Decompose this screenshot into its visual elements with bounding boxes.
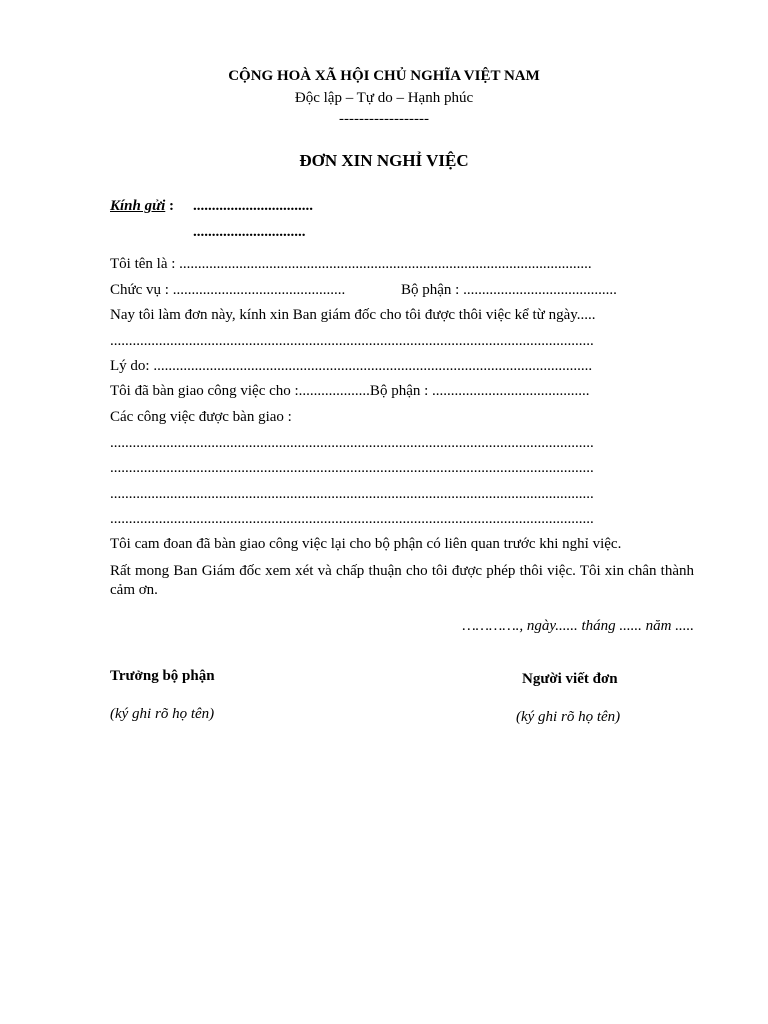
request-continuation: .................................................................................................................................: [110, 333, 594, 349]
department-line: Bộ phận : .........................................: [401, 282, 617, 298]
closing-paragraph: Rất mong Ban Giám đốc xem xét và chấp thuận cho tôi được phép thôi việc. Tôi xin chân thành cảm ơn.: [110, 563, 694, 598]
task-line: .................................................................................................................................: [110, 486, 594, 502]
recipient-row: [110, 198, 174, 215]
applicant-title: Người viết đơn: [522, 671, 618, 687]
applicant-note: (ký ghi rõ họ tên): [516, 709, 621, 725]
recipient-line-2: ..............................: [193, 224, 306, 240]
name-line: Tôi tên là : ..............................................................................................................: [110, 256, 592, 272]
request-line: Nay tôi làm đơn này, kính xin Ban giám đốc cho tôi được thôi việc kể từ ngày.....: [110, 307, 596, 323]
date-line: …………., ngày...... tháng ...... năm .....: [462, 618, 694, 634]
recipient-line-1: ................................: [193, 198, 313, 214]
task-line: .................................................................................................................................: [110, 511, 594, 527]
tasks-label: Các công việc được bàn giao :: [110, 409, 292, 425]
commitment-line: Tôi cam đoan đã bàn giao công việc lại cho bộ phận có liên quan trước khi nghỉ việc.: [110, 536, 622, 552]
country-heading: CỘNG HOÀ XÃ HỘI CHỦ NGHĨA VIỆT NAM: [228, 68, 540, 84]
header-rule: ------------------: [339, 111, 429, 127]
recipient-colon: :: [165, 198, 175, 214]
department-head-note: (ký ghi rõ họ tên): [110, 706, 215, 722]
reason-line: Lý do: .....................................................................................................................: [110, 358, 593, 374]
position-line: Chức vụ : ..............................................: [110, 282, 346, 298]
department-head-title: Trưởng bộ phận: [110, 668, 215, 684]
document-title: ĐƠN XIN NGHỈ VIỆC: [299, 151, 469, 170]
handover-line: Tôi đã bàn giao công việc cho :...................Bộ phận : ..........................................: [110, 383, 590, 399]
task-line: .................................................................................................................................: [110, 460, 594, 476]
task-line: .................................................................................................................................: [110, 435, 594, 451]
motto: Độc lập – Tự do – Hạnh phúc: [294, 90, 474, 106]
recipient-label: Kính gửi: [110, 198, 166, 214]
